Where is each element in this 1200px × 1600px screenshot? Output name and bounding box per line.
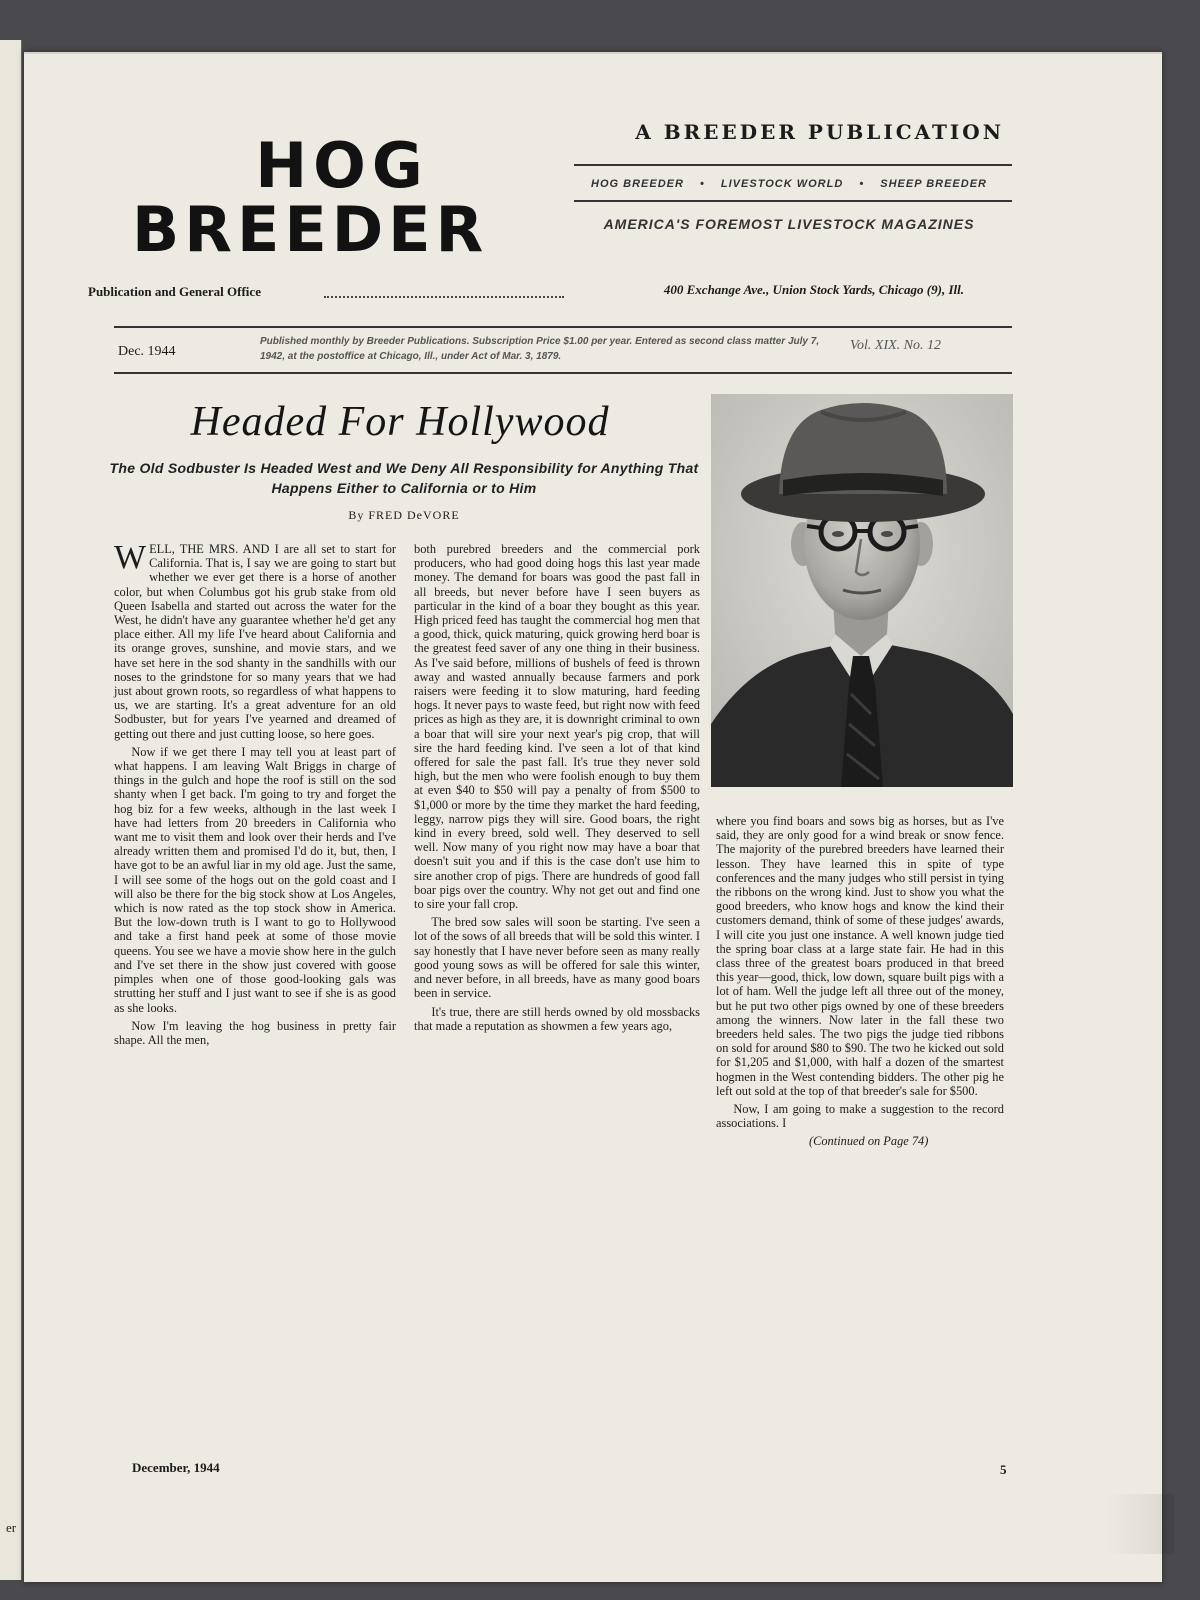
article-paragraph: where you find boars and sows big as horses, but as I've said, they are only good for a wind break or snow fence. The majority of the purebred breeders have learned their lesson. They have learned this in spite of type conferences and the many judges who still persist in tying the ribbons on the wrong kind. Just to show you what the good breeders, who know hogs and know the kind their customers demand, think of some of these judges' awards, I will cite you just one instance. A well known judge tied the spring boar class at a large state fair. He had in this class three of the greatest boars produced in that breed this year—good, thick, low down, square built pigs with a lot of ham. Well the judge left all three out of the money, but he put two other pigs owned by one of these breeders among the winners. Now later in the fall these two breeders held sales. The two pigs the judge tied ribbons on sold for around $80 to $90. The two he kicked out sold for $1,205 and $1,000, with half a dozen of the smartest hogmen in the West contending bidders. The other pig he left out sold at the top of that breeder's sale for $500.: [716, 814, 1004, 1098]
article-deck: The Old Sodbuster Is Headed West and We Deny All Responsibility for Anything That Happens Either to California or to Him: [109, 460, 699, 496]
drop-cap: W: [114, 539, 147, 576]
article-paragraph: [114, 539, 396, 741]
dotted-leader: [324, 296, 564, 298]
paragraph-text: ELL, THE MRS. AND I are all set to start for California. That is, I say we are going to start but whether we ever get there is a horse of another color, but when Columbus got his grub stake from old Queen Isabella and started out across the water for the West, he didn't have any guarantee whether he'd get any place either. All my life I've heard about California and its orange groves, sunshine, and movie stars, and we have set here in the sod shanty in the sandhills with our noses to the grindstone for so many years that we had just about grown roots, so regardless of what happens to us, we are starting. It's a great adventure for an old Sodbuster, but for years I've yearned and dreamed of getting out there and just cutting loose, so here goes.: [114, 542, 396, 741]
separator-dot: •: [699, 178, 705, 190]
volume-number: Vol. XIX. No. 12: [850, 338, 941, 353]
publication-tag: A BREEDER PUBLICATION: [635, 120, 1004, 144]
article-paragraph: both purebred breeders and the commercial pork producers, who had good doing hogs this last year made money. The demand for boars was good the past fall in all breeds, but never before have I seen buyers as particular in the kind of a boar they bought as this year. High priced feed has taught the commercial hog men that a good, thick, quick maturing, quick growing herd boar is the greatest feed saver of any one thing in their business. As I've said before, millions of bushels of feed is thrown away and wasted annually because farmers and pork raisers were feeding it to slow maturing, hard feeding hogs. It never pays to waste feed, but right now with feed prices as high as they are, it is downright criminal to own a boar that will sire your next year's pig crop, that will sire the hard feeding kind. I've seen a lot of that kind offered for sale the past fall. It's true they never sold high, but the men who were foolish enough to buy them at even $40 to $50 will pay a penalty of from $500 to $1,000 or more by the time they market the hard feeding, leggy, narrow pigs they will sire. Good boars, the right kind in every breed, sold well. They deserved to sell well. Now many of you right now may have a boar that doesn't suit you and if this is the case don't use him to sire another crop of pigs. There are hundreds of good fall boar pigs over the country. Why not get out and find one to sire your fall crop.: [414, 542, 700, 912]
masthead-rule-2: [574, 200, 1012, 202]
spine-text: er: [6, 1520, 17, 1535]
article-headline: Headed For Hollywood: [190, 399, 610, 445]
publication-name: LIVESTOCK WORLD: [720, 178, 844, 190]
masthead-rule-3: [114, 326, 1012, 328]
author-portrait-photo: [711, 394, 1013, 787]
article-paragraph: Now if we get there I may tell you at least part of what happens. I am leaving Walt Briggs in charge of things in the gulch and hope the roof is still on the sod shanty when I get back. I'm going to try and forget the hog biz for a few weeks, although in the last week I have had letters from 20 breeders in California who want me to visit them and look over their herds and I've already written them and promised I'd do it, but, then, I have got to be an awful liar in my old age. Just the same, I will see some of the hogs out on the gold coast and I will also be there for the big stock show at Los Angeles, which is now rated as the top stock show in America. But the low-down truth is I want to go to Hollywood and take a first hand peek at some of those movie queens. You see we have a movie show here in the gulch and I've set there in the show just covered with goose pimples when one of those good-looking gals was strutting her stuff and I just want to see if she is as good as she looks.: [114, 744, 396, 1015]
publication-name: HOG BREEDER: [591, 178, 684, 190]
masthead-rule-4: [114, 372, 1012, 374]
office-address: 400 Exchange Ave., Union Stock Yards, Chicago (9), Ill.: [663, 282, 964, 297]
article-column-3: [716, 814, 1004, 1153]
issue-date: Dec. 1944: [118, 344, 176, 359]
article-column-2: [414, 542, 700, 1037]
separator-dot: •: [859, 178, 865, 190]
logo-line-1: HOG: [255, 129, 429, 202]
page-number: 5: [1000, 1462, 1007, 1477]
magazine-tagline: AMERICA'S FOREMOST LIVESTOCK MAGAZINES: [603, 216, 975, 232]
magazine-page: [24, 52, 1162, 1582]
publication-name: SHEEP BREEDER: [880, 178, 987, 190]
office-label: Publication and General Office: [88, 284, 261, 299]
article-byline: By FRED DeVORE: [348, 508, 460, 522]
publications-list: [574, 178, 1004, 190]
article-paragraph: It's true, there are still herds owned by old mossbacks that made a reputation as showmen a few years ago,: [414, 1004, 700, 1033]
publication-info: Published monthly by Breeder Publications. Subscription Price $1.00 per year. Entered as second class matter July 7, 1942, at the postoffice at Chicago, Ill., under Act of Mar. 3, 1879.: [260, 336, 820, 362]
continued-notice: (Continued on Page 74): [808, 1134, 929, 1149]
article-paragraph: Now I'm leaving the hog business in pretty fair shape. All the men,: [114, 1018, 396, 1047]
page-corner-shadow: [1104, 1494, 1174, 1554]
footer-date: December, 1944: [132, 1460, 220, 1475]
portrait-illustration: [711, 394, 1013, 787]
magazine-logo: [132, 129, 552, 266]
masthead-rule-1: [574, 164, 1012, 166]
article-paragraph: Now, I am going to make a suggestion to the record associations. I: [716, 1102, 1004, 1131]
article-column-1: [114, 539, 396, 1051]
article-paragraph: The bred sow sales will soon be starting. I've seen a lot of the sows of all breeds that will be sold this winter. I say honestly that I have never before seen as many really good young sows as will be offered for sale this winter, and never before, in all breeds, have as many good boars been in service.: [414, 915, 700, 1001]
adjacent-page-spine: [0, 40, 22, 1580]
logo-line-2: BREEDER: [132, 193, 489, 266]
